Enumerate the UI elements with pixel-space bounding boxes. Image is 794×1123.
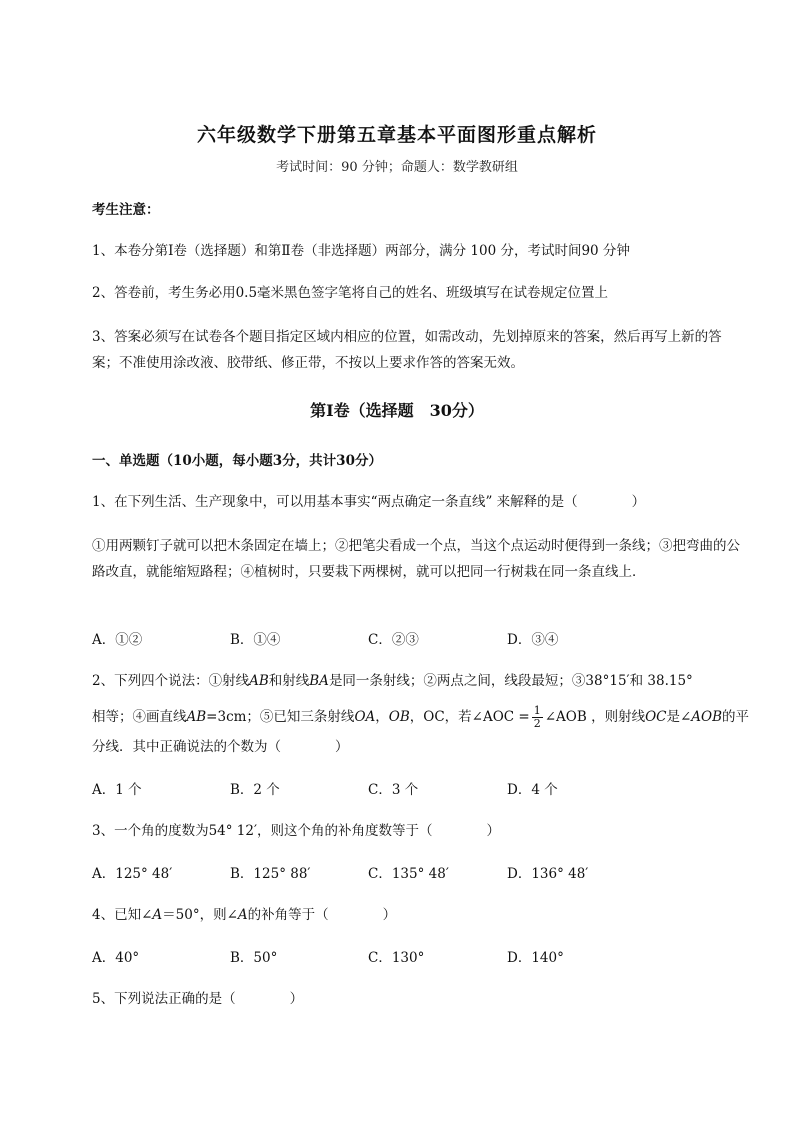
exam-info: 考试时间：90 分钟；命题人：数学教研组: [276, 160, 518, 175]
q2-ray-oc: OC: [645, 709, 667, 725]
q2-ray-oa: OA: [354, 709, 376, 725]
q4-angle-a: A: [237, 907, 248, 923]
q2-text: 是同一条射线；②两点之间，线段最短；③38°15′和 38.15°: [328, 673, 693, 689]
q2-ray-ba: BA: [309, 673, 329, 689]
q4-option-d[interactable]: D．140°: [507, 950, 564, 966]
q2-option-a[interactable]: A．1 个: [92, 782, 142, 798]
section-title: 第Ⅰ卷（选择题 30分）: [310, 401, 484, 420]
q2-fraction: [532, 705, 543, 730]
q1-option-a[interactable]: A．①②: [92, 632, 143, 648]
question-4-stem: [92, 905, 742, 925]
q3-option-c[interactable]: C．135° 48′: [368, 866, 449, 882]
question-3-stem: 3、一个角的度数为54° 12′，则这个角的补角度数等于（ ）: [92, 823, 501, 839]
q4-text: 的补角等于（ ）: [247, 907, 397, 923]
q4-option-b[interactable]: B．50°: [230, 950, 278, 966]
q2-text: ，OC，若∠AOC =: [409, 709, 530, 725]
q2-option-c[interactable]: C．3 个: [368, 782, 419, 798]
q2-option-d[interactable]: D．4 个: [507, 782, 558, 798]
part-heading: 一、单选题（10小题，每小题3分，共计30分）: [92, 453, 382, 469]
q1-option-d[interactable]: D．③④: [507, 632, 559, 648]
q2-line-ab: AB: [186, 709, 207, 725]
q4-text: 4、已知∠: [92, 907, 153, 923]
q2-text: 2、下列四个说法：①射线: [92, 673, 250, 689]
q1-option-b[interactable]: B．①④: [230, 632, 281, 648]
q3-option-d[interactable]: D．136° 48′: [507, 866, 589, 882]
q3-option-b[interactable]: B．125° 88′: [230, 866, 311, 882]
notice-heading: 考生注意：: [92, 202, 160, 218]
q4-option-a[interactable]: A．40°: [92, 950, 140, 966]
q2-text: 的平: [722, 709, 750, 725]
q2-text: ∠AOB ，则射线: [544, 709, 646, 725]
q4-angle-a: A: [152, 907, 163, 923]
notice-item-2: 2、答卷前，考生务必用0.5毫米黑色签字笔将自己的姓名、班级填写在试卷规定位置上: [92, 285, 609, 301]
question-2-line-2: [92, 703, 750, 731]
q2-text: =3cm；⑤已知三条射线: [206, 709, 355, 725]
q2-text: ，: [375, 709, 389, 725]
q4-text: ＝50°，则∠: [162, 907, 238, 923]
notice-item-1: 1、本卷分第Ⅰ卷（选择题）和第Ⅱ卷（非选择题）两部分，满分 100 分，考试时间90 分钟: [92, 243, 630, 259]
question-2-line-3: 分线．其中正确说法的个数为（ ）: [92, 739, 349, 755]
q2-angle-aob: AOB: [691, 709, 723, 725]
fraction-numerator: 1: [533, 704, 541, 717]
q2-ray-ob: OB: [388, 709, 410, 725]
q2-text: 和射线: [268, 673, 310, 689]
question-5-stem: 5、下列说法正确的是（ ）: [92, 991, 304, 1007]
question-2-line-1: [92, 671, 742, 691]
fraction-denominator: 2: [533, 717, 541, 730]
q1-option-c[interactable]: C．②③: [368, 632, 419, 648]
q2-ray-ab: AB: [249, 673, 269, 689]
question-1-body: ①用两颗钉子就可以把木条固定在墙上；②把笔尖看成一个点，当这个点运动时便得到一条线；③把弯曲的公路改直，就能缩短路程；④植树时，只要栽下两棵树，就可以把同一行树栽在同一条直线上．: [92, 538, 740, 580]
q2-text: 是∠: [666, 709, 692, 725]
q4-option-c[interactable]: C．130°: [368, 950, 425, 966]
question-1-stem: 1、在下列生活、生产现象中，可以用基本事实“两点确定一条直线” 来解释的是（ ）: [92, 494, 646, 510]
q3-option-a[interactable]: A．125° 48′: [92, 866, 173, 882]
notice-item-3: 3、答案必须写在试卷各个题目指定区域内相应的位置，如需改动，先划掉原来的答案，然后再写上新的答案；不准使用涂改液、胶带纸、修正带，不按以上要求作答的答案无效。: [92, 329, 722, 371]
q2-text: 相等；④画直线: [92, 709, 187, 725]
page-title: 六年级数学下册第五章基本平面图形重点解析: [196, 124, 597, 146]
q2-option-b[interactable]: B．2 个: [230, 782, 280, 798]
